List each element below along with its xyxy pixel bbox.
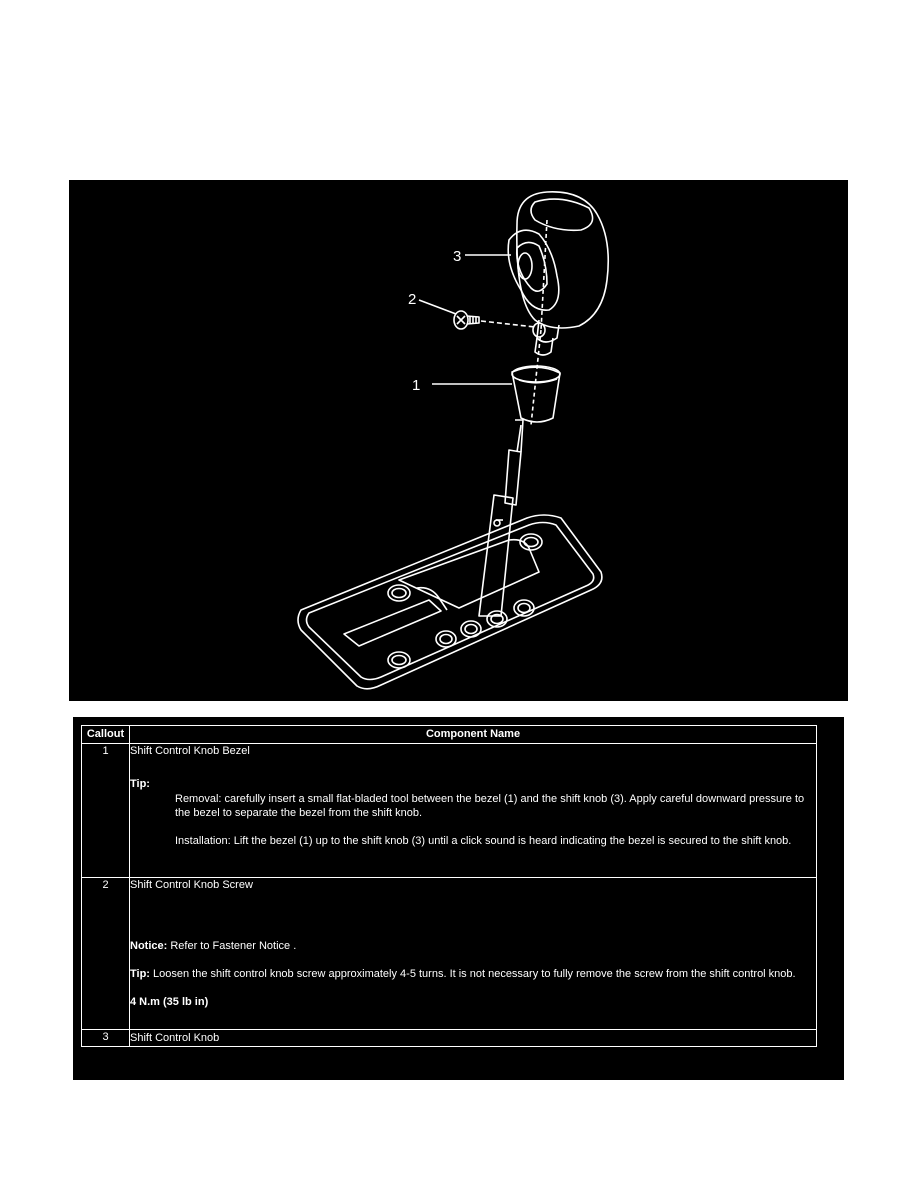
component-name: Shift Control Knob [130,1030,817,1047]
table-header-row [82,726,817,744]
notice-text: Refer to Fastener Notice . [167,940,297,952]
callout-number: 1 [82,744,130,878]
callout-label-2: 2 [408,291,417,308]
shifter-drawing [69,180,848,701]
callout-number: 3 [82,1030,130,1047]
shifter-base-plate [298,515,602,689]
shift-lever [479,420,523,616]
callout-label-3: 3 [453,248,462,265]
shift-knob [508,192,608,355]
notice-paragraph [130,939,816,953]
callout-number: 2 [82,878,130,1030]
component-table [81,725,817,1047]
tip-label: Tip: [130,968,150,980]
tip-paragraph [130,967,816,981]
removal-text: Removal: carefully insert a small flat-bladed tool between the bezel (1) and the shift knob (3). Apply careful downward pressure to the bezel to separate the bezel from the shift knob. [175,793,805,819]
table-row [82,878,817,1030]
installation-text: Installation: Lift the bezel (1) up to the shift knob (3) until a click sound is heard indicating the bezel is secured to the shift knob. [175,835,792,847]
component-name: Shift Control Knob Screw [130,879,253,891]
component-description [130,744,817,878]
component-description [130,878,817,1030]
notice-label: Notice: [130,940,168,952]
torque-spec: 4 N.m (35 lb in) [130,996,209,1008]
exploded-view-illustration [69,180,848,701]
leader-line-2 [419,300,456,314]
tip-label: Tip: [130,778,150,790]
component-name: Shift Control Knob Bezel [130,745,250,757]
component-table-panel [73,717,844,1080]
tip-text: Loosen the shift control knob screw approximately 4-5 turns. It is not necessary to fully remove the screw from the shift control knob. [149,968,796,980]
knob-screw [454,311,535,329]
table-row [82,1030,817,1047]
table-row [82,744,817,878]
header-component-name: Component Name [130,726,817,744]
header-callout: Callout [82,726,130,744]
callout-label-1: 1 [412,377,421,394]
